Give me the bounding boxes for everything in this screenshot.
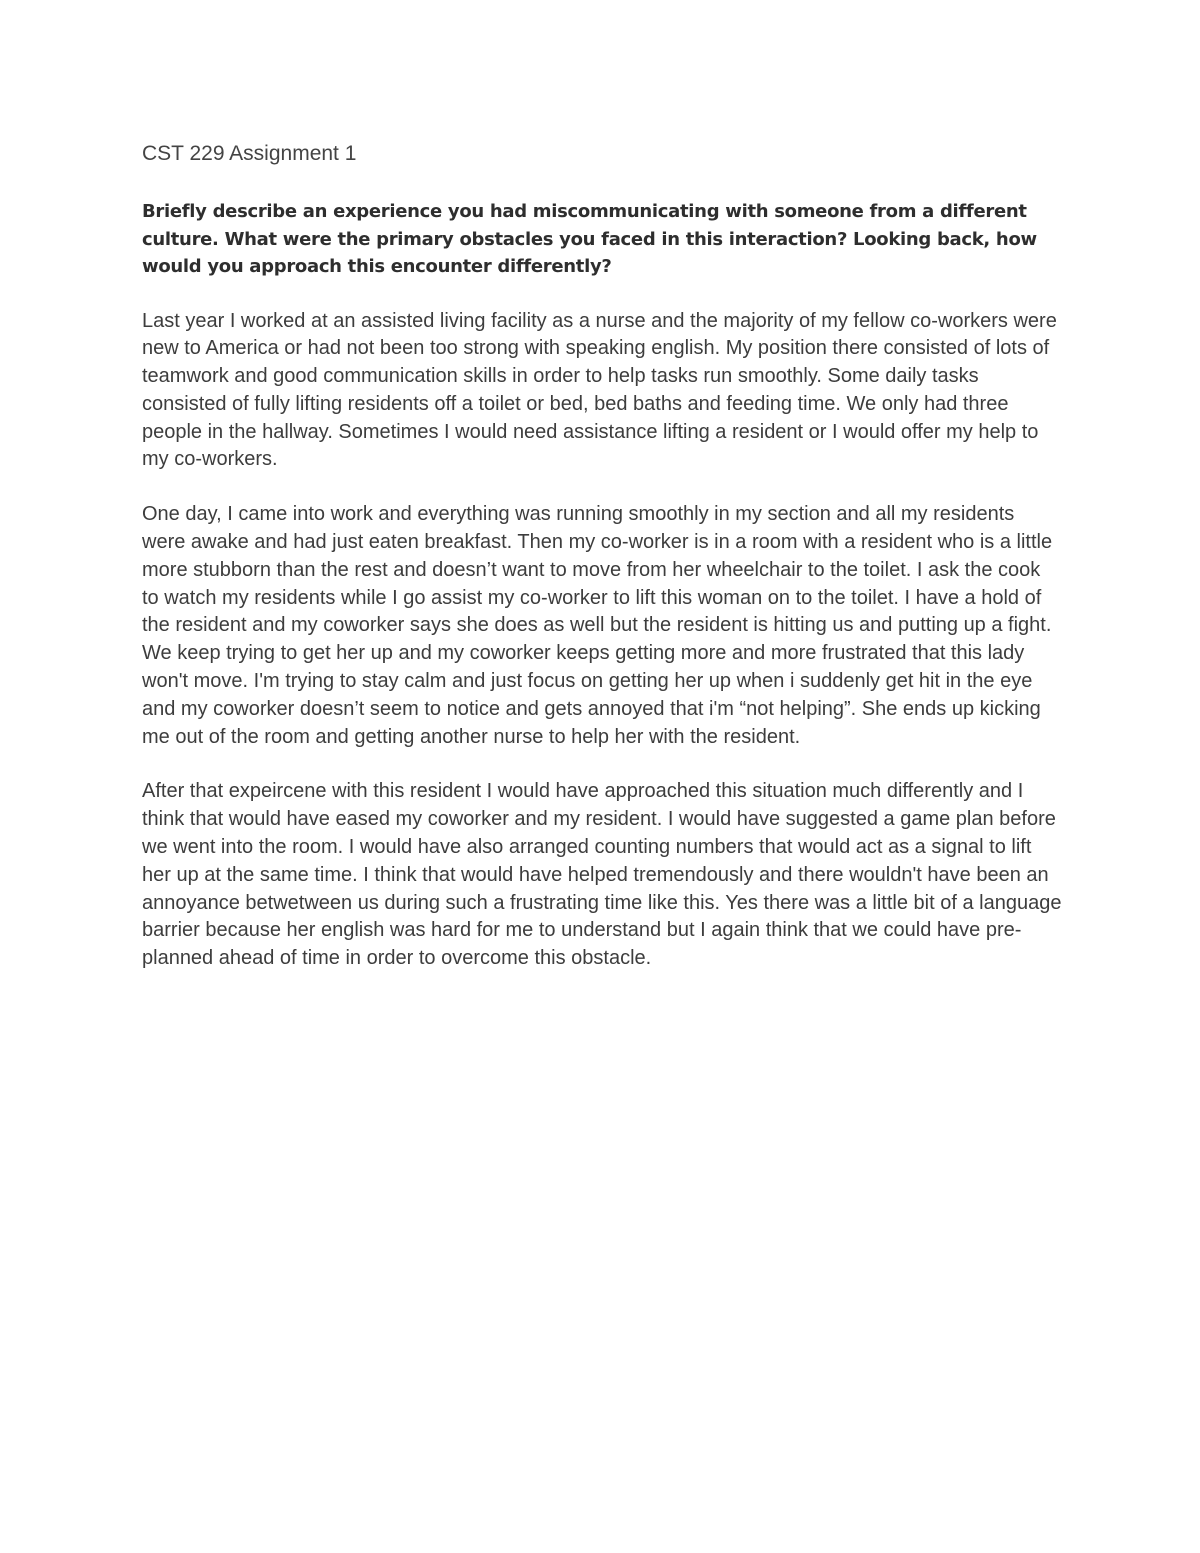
paragraph-background: Last year I worked at an assisted living facility as a nurse and the majority of my fellow co-workers were new to America or had not been too strong with speaking english. My position there consisted of lots of teamwork and good communication skills in order to help tasks run smoothly. Some daily tasks consisted of fully lifting residents off a toilet or bed, bed baths and feeding time. We only had three people in the hallway. Sometimes I would need assistance lifting a resident or I would offer my help to my co-workers. xyxy=(142,309,1057,471)
paragraph-incident: One day, I came into work and everything was running smoothly in my section and all my residents were awake and had just eaten breakfast. Then my co-worker is in a room with a resident who is a little more stubborn than the rest and doesn’t want to move from her wheelchair to the toilet. I ask the cook to watch my residents while I go assist my co-worker to lift this woman on to the toilet. I have a hold of the resident and my coworker says she does as well but the resident is hitting us and putting up a fight. We keep trying to get her up and my coworker keeps getting more and more frustrated that this lady won't move. I'm trying to stay calm and just focus on getting her up when i suddenly get hit in the eye and my coworker doesn’t seem to notice and gets annoyed that i'm “not helping”. She ends up kicking me out of the room and getting another nurse to help her with the resident. xyxy=(142,503,1053,748)
document-title: CST 229 Assignment 1 xyxy=(142,142,357,165)
paragraph-reflection: After that expeircene with this resident I would have approached this situation much differently and I think that would have eased my coworker and my resident. I would have suggested a game plan before we went into the room. I would have also arranged counting numbers that would act as a signal to lift her up at the same time. I think that would have helped tremendously and there wouldn't have been an annoyance betwetween us during such a frustrating time like this. Yes there was a little bit of a language barrier because her english was hard for me to understand but I again think that we could have pre-planned ahead of time in order to overcome this obstacle. xyxy=(142,780,1062,970)
document-body xyxy=(142,140,1062,1000)
assignment-prompt: Briefly describe an experience you had miscommunicating with someone from a different culture. What were the primary obstacles you faced in this interaction? Looking back, how would you approach this encounter differently? xyxy=(142,201,1037,277)
